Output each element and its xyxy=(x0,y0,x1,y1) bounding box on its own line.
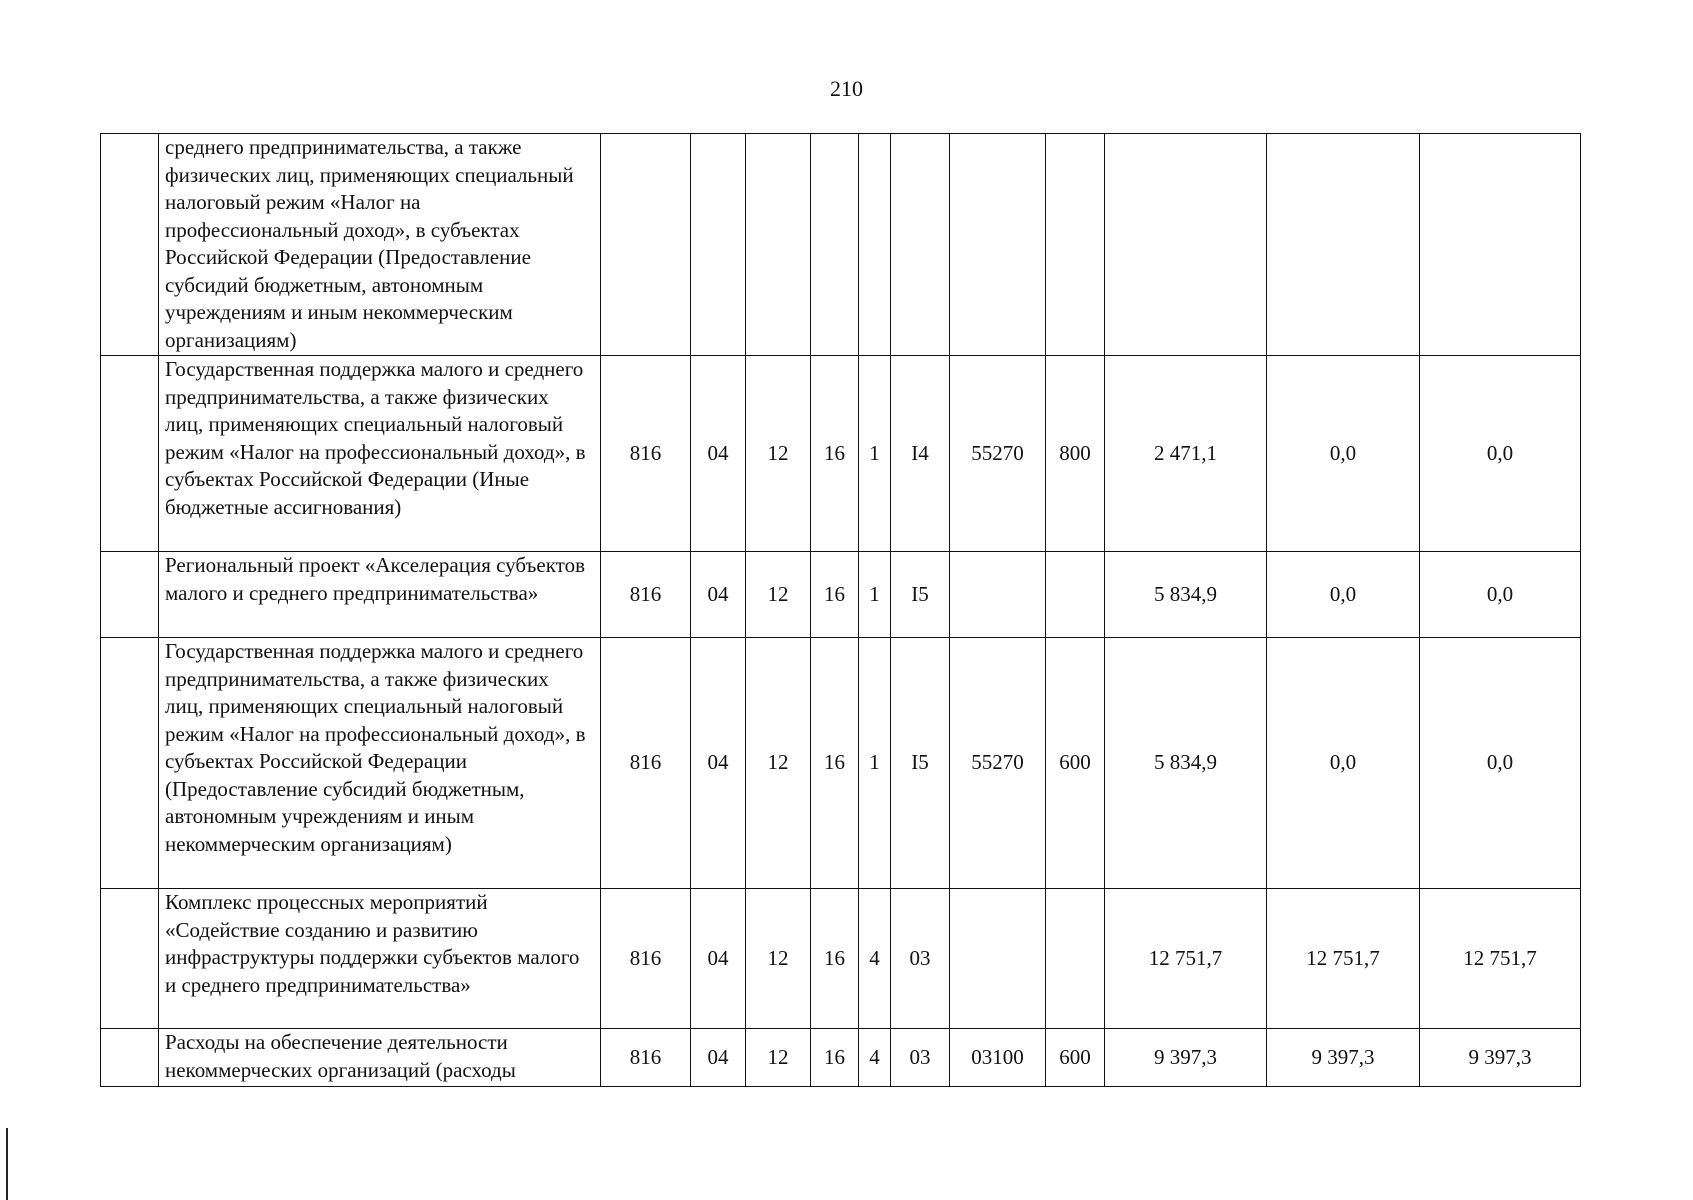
row-name-cell: Государственная поддержка малого и среднего предпринимательства, а также физических лиц, применяющих специальный налоговый режим «Налог на профессиональный доход», в субъектах Российской Федерации (Иные бюджетные ассигнования) xyxy=(159,356,601,552)
code-section-cell: 04 xyxy=(691,1029,746,1087)
table-row xyxy=(101,134,1581,356)
code-project-cell: I4 xyxy=(891,356,950,552)
code-type-cell: 1 xyxy=(859,552,891,638)
code-subsection-cell: 12 xyxy=(746,552,811,638)
amount-year3-cell: 0,0 xyxy=(1420,552,1581,638)
code-type-cell: 1 xyxy=(859,638,891,889)
row-number-cell xyxy=(101,1029,159,1087)
amount-year2-cell: 9 397,3 xyxy=(1267,1029,1420,1087)
amount-year2-cell: 0,0 xyxy=(1267,356,1420,552)
code-section-cell: 04 xyxy=(691,356,746,552)
amount-year3-cell xyxy=(1420,134,1581,356)
amount-year1-cell: 2 471,1 xyxy=(1105,356,1267,552)
code-expense-type-cell: 800 xyxy=(1046,356,1105,552)
code-project-cell xyxy=(891,134,950,356)
code-program-cell: 16 xyxy=(811,356,859,552)
table-row xyxy=(101,638,1581,889)
row-number-cell xyxy=(101,638,159,889)
code-direction-cell: 03100 xyxy=(950,1029,1046,1087)
code-subsection-cell xyxy=(746,134,811,356)
amount-year2-cell: 0,0 xyxy=(1267,638,1420,889)
amount-year3-cell: 0,0 xyxy=(1420,356,1581,552)
table-row xyxy=(101,356,1581,552)
code-direction-cell xyxy=(950,134,1046,356)
code-section-cell: 04 xyxy=(691,638,746,889)
code-direction-cell: 55270 xyxy=(950,638,1046,889)
code-project-cell: 03 xyxy=(891,889,950,1029)
page-number: 210 xyxy=(830,76,863,101)
row-number-cell xyxy=(101,356,159,552)
code-type-cell xyxy=(859,134,891,356)
amount-year1-cell: 5 834,9 xyxy=(1105,638,1267,889)
row-name-cell: Региональный проект «Акселерация субъектов малого и среднего предпринимательства» xyxy=(159,552,601,638)
code-section-cell: 04 xyxy=(691,552,746,638)
code-ministry-cell: 816 xyxy=(601,638,691,889)
code-expense-type-cell xyxy=(1046,552,1105,638)
amount-year1-cell: 5 834,9 xyxy=(1105,552,1267,638)
code-direction-cell: 55270 xyxy=(950,356,1046,552)
code-subsection-cell: 12 xyxy=(746,1029,811,1087)
code-ministry-cell: 816 xyxy=(601,889,691,1029)
code-expense-type-cell: 600 xyxy=(1046,638,1105,889)
amount-year1-cell: 12 751,7 xyxy=(1105,889,1267,1029)
code-subsection-cell: 12 xyxy=(746,638,811,889)
amount-year3-cell: 12 751,7 xyxy=(1420,889,1581,1029)
code-direction-cell xyxy=(950,889,1046,1029)
code-expense-type-cell: 600 xyxy=(1046,1029,1105,1087)
code-program-cell xyxy=(811,134,859,356)
code-ministry-cell: 816 xyxy=(601,1029,691,1087)
amount-year1-cell xyxy=(1105,134,1267,356)
row-number-cell xyxy=(101,134,159,356)
code-type-cell: 4 xyxy=(859,889,891,1029)
code-subsection-cell: 12 xyxy=(746,356,811,552)
code-ministry-cell: 816 xyxy=(601,552,691,638)
code-project-cell: I5 xyxy=(891,638,950,889)
amount-year3-cell: 9 397,3 xyxy=(1420,1029,1581,1087)
code-ministry-cell: 816 xyxy=(601,356,691,552)
code-program-cell: 16 xyxy=(811,889,859,1029)
code-program-cell: 16 xyxy=(811,638,859,889)
amount-year2-cell xyxy=(1267,134,1420,356)
code-ministry-cell xyxy=(601,134,691,356)
amount-year2-cell: 0,0 xyxy=(1267,552,1420,638)
row-name-cell: Расходы на обеспечение деятельности некоммерческих организаций (расходы xyxy=(159,1029,601,1087)
code-expense-type-cell xyxy=(1046,134,1105,356)
code-program-cell: 16 xyxy=(811,552,859,638)
code-type-cell: 4 xyxy=(859,1029,891,1087)
code-section-cell: 04 xyxy=(691,889,746,1029)
table-row xyxy=(101,1029,1581,1087)
code-direction-cell xyxy=(950,552,1046,638)
row-name-cell: Государственная поддержка малого и среднего предпринимательства, а также физических лиц, применяющих специальный налоговый режим «Налог на профессиональный доход», в субъектах Российской Федерации (Предоставление субсидий бюджетным, автономным учреждениям и иным некоммерческим организациям) xyxy=(159,638,601,889)
row-number-cell xyxy=(101,552,159,638)
code-section-cell xyxy=(691,134,746,356)
code-program-cell: 16 xyxy=(811,1029,859,1087)
budget-table xyxy=(100,133,1581,1087)
code-expense-type-cell xyxy=(1046,889,1105,1029)
row-name-cell: Комплекс процессных мероприятий «Содействие созданию и развитию инфраструктуры поддержки субъектов малого и среднего предпринимательства» xyxy=(159,889,601,1029)
amount-year1-cell: 9 397,3 xyxy=(1105,1029,1267,1087)
scan-margin-line xyxy=(6,1128,8,1200)
row-number-cell xyxy=(101,889,159,1029)
amount-year3-cell: 0,0 xyxy=(1420,638,1581,889)
amount-year2-cell: 12 751,7 xyxy=(1267,889,1420,1029)
code-project-cell: I5 xyxy=(891,552,950,638)
row-name-cell: среднего предпринимательства, а также физических лиц, применяющих специальный налоговый режим «Налог на профессиональный доход», в субъектах Российской Федерации (Предоставление субсидий бюджетным, автономным учреждениям и иным некоммерческим организациям) xyxy=(159,134,601,356)
table-row xyxy=(101,889,1581,1029)
code-project-cell: 03 xyxy=(891,1029,950,1087)
code-subsection-cell: 12 xyxy=(746,889,811,1029)
code-type-cell: 1 xyxy=(859,356,891,552)
table-row xyxy=(101,552,1581,638)
